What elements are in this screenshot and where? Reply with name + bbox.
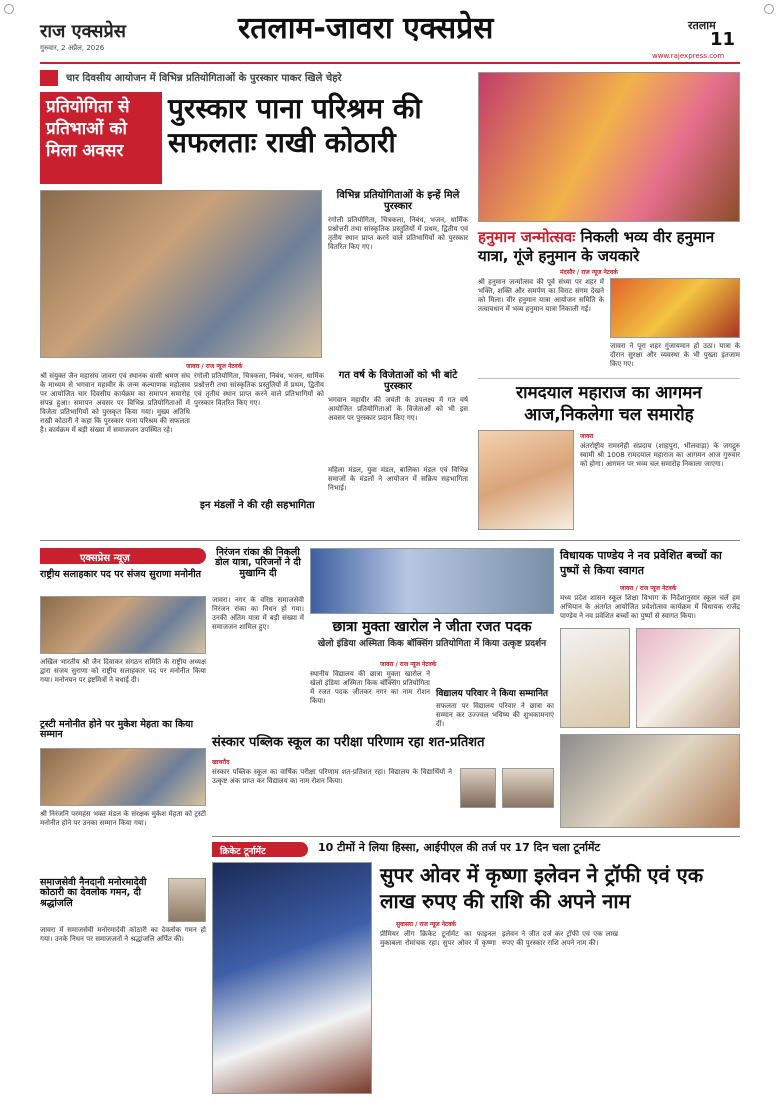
sanskar-body: संस्कार पब्लिक स्कूल का वार्षिक परीक्षा परिणाम शत-प्रतिशत रहा। विद्यालय के विद्यार्थियों ने उत्कृष्ट अंक प्राप्त कर विद्यालय का नाम रोशन किया। [212,768,452,785]
brand-name: राज एक्सप्रेस [40,21,126,42]
ramdayal-byline: जावरा [580,433,594,440]
boxing-subhead: खेलो इंडिया अस्मिता किक बॉक्सिंग प्रतियोगिता में किया उत्कृष्ट प्रदर्शन [317,639,547,649]
mla-photo-2 [636,628,740,728]
cricket-photo [212,862,372,1094]
divider [478,378,740,379]
cricket-byline: सुवासरा / राज न्यूज नेटवर्क [396,921,457,928]
hanuman-headline-text: निकली भव्य वीर हनुमान यात्रा, गूंजे हनुमान के जयकारे [478,228,715,265]
cricket-body: प्रीमियर लीग क्रिकेट टूर्नामेंट का फाइनल मुकाबला रोमांचक रहा। सुपर ओवर में कृष्णा इलेवन ने जीत दर्ज कर ट्रॉफी एवं एक लाख रुपए की पुरस्कार राशि अपने नाम की। [380,930,618,947]
sanskar-byline: खाचरौद [212,759,230,766]
lead-headline: पुरस्कार पाना परिश्रम की सफलताः राखी कोठारी [168,92,422,159]
registration-mark [764,4,774,14]
express-item1-title: राष्ट्रीय सलाहकार पद पर संजय सुराणा मनोनीत [40,569,202,580]
mla-photo [560,628,630,728]
hanuman-photo-2 [610,278,740,338]
express-item2-body: श्री निरंजनि परमहंस भक्त मंडल के संरक्षक मुकेश मेहता को ट्रस्टी मनोनीत होने पर उनका सम्मान किया गया। [40,810,206,827]
hanuman-body: श्री हनुमान जन्मोत्सव की पूर्व संध्या पर शहर में भक्ति, शक्ति और समर्पण का विराट संगम देखने को मिला। वीर हनुमान यात्रा आयोजन समिति के तत्वावधान में भव्य हनुमान यात्रा निकाली गई। [478,278,604,313]
express-item3-title: समाजसेवी नैनदानी मनोरमादेवी कोठारी का देवलोक गमन, दी श्रद्धांजलि [40,877,147,909]
school-honor-body: सफलता पर विद्यालय परिवार ने छात्रा का सम्मान कर उज्ज्वल भविष्य की शुभकामनाएं दीं। [436,702,554,728]
page-number: 11 [710,29,736,50]
express-item2-title: ट्रस्टी मनोनीत होने पर मुकेश मेहता का किया सम्मान [40,719,194,741]
divider [212,836,740,837]
hanuman-byline: मंदसौर / राज न्यूज नेटवर्क [560,269,618,276]
express-item3-body: जावरा में समाजसेवी मनोरमादेवी कोठारी का देवलोक गमन हो गया। उनके निधन पर समाजजनों ने श्रद्धांजलि अर्पित की। [40,926,206,943]
lead-sub1-body: रंगोली प्रतियोगिता, चित्रकला, निबंध, भजन, धार्मिक प्रश्नोत्तरी तथा सांस्कृतिक प्रस्तुतियों में प्रथम, द्वितीय एवं तृतीय स्थान प्राप्त करने वाले प्रतिभागियों को पुरस्कार वितरित किए गए। [328,216,468,251]
header-rule [40,62,740,64]
express-news-label: एक्सप्रेस न्यूज़ [40,548,206,564]
hanuman-headline [478,228,740,266]
lead-body-2: रंगोली प्रतियोगिता, चित्रकला, निबंध, भजन, धार्मिक प्रश्नोत्तरी तथा सांस्कृतिक प्रस्तुतियों में प्रथम, द्वितीय एवं तृतीय स्थान प्राप्त करने वाले प्रतिभागियों को पुरस्कार वितरित किए गए। [194,372,324,407]
lead-subhead-1: विभिन्न प्रतियोगिताओं के इन्हें मिले पुरस्कार [336,190,460,212]
boxing-body: स्थानीय विद्यालय की छात्रा मुक्ता खारोल ने खेलो इंडिया अस्मिता किक बॉक्सिंग प्रतियोगिता में रजत पदक जीतकर नगर का नाम रोशन किया। [310,670,430,705]
express-item2-photo [40,748,206,806]
mla-photo-3 [560,734,740,828]
section-rule [40,540,740,541]
mla-byline: जावरा / राज न्यूज नेटवर्क [620,585,677,592]
date: गुरुवार, 2 अप्रैल, 2026 [40,44,105,52]
lead-subhead-2: गत वर्ष के विजेताओं को भी बांटे पुरस्कार [338,370,458,392]
sanskar-headline: संस्कार पब्लिक स्कूल का परीक्षा परिणाम रहा शत-प्रतिशत [212,735,485,750]
ramdayal-headline: रामदयाल महाराज का आगमन आज,निकलेगा चल समारोह [516,383,702,425]
student-photo [460,768,496,808]
city: रतलाम [688,19,716,32]
cricket-kicker: 10 टीमों ने लिया हिस्सा, आईपीएल की तर्ज पर 17 दिन चला टूर्नामेंट [318,841,601,854]
niranjan-body: जावरा। नगर के वरिष्ठ समाजसेवी निरंजन रांका का निधन हो गया। उनकी अंतिम यात्रा में बड़ी संख्या में समाजजन शामिल हुए। [212,596,304,631]
registration-mark [4,4,14,14]
school-honor-title: विद्यालय परिवार ने किया सम्मानित [436,689,549,699]
niranjan-headline: निरंजन रांका की निकली डोल यात्रा, परिजनों ने दी मुखाग्नि दी [215,547,301,579]
lead-sub2-body: भगवान महावीर की जयंती के उपलक्ष्य में गत वर्ष आयोजित प्रतियोगिताओं के विजेताओं को भी इस अवसर पर पुरस्कार प्रदान किए गए। [328,396,468,422]
cricket-headline: सुपर ओवर में कृष्णा इलेवन ने ट्रॉफी एवं एक लाख रुपए की राशि की अपने नाम [380,863,704,913]
website: www.rajexpress.com [652,52,725,60]
boxing-photo [310,548,554,614]
lead-photo [40,190,322,358]
page-title: रतलाम-जावरा एक्सप्रेस [238,11,494,46]
lead-side-label: प्रतियोगिता से प्रतिभाओं को मिला अवसर [40,92,162,184]
boxing-headline: छात्रा मुक्ता खारोल ने जीता रजत पदक [332,619,532,635]
ramdayal-photo [478,430,574,530]
hanuman-caption: जावरा ने पूरा शहर गुंजायमान हो उठा। यात्रा के दौरान सुरक्षा और व्यवस्था के भी पुख्ता इंतजाम किए गए। [610,342,740,368]
student-photo-2 [502,768,554,808]
express-item1-body: अखिल भारतीय श्री जैन दिवाकर संगठन समिति के राष्ट्रीय अध्यक्ष द्वारा संजय सुराणा को राष्ट्रीय सलाहकार पद पर मनोनीत किया गया। मनोनयन पर इष्टमित्रों ने बधाई दी। [40,658,206,684]
boxing-byline: जावरा / राज न्यूज नेटवर्क [380,661,437,668]
lead-body: श्री संयुक्त जैन महासंघ जावरा एवं स्थानक वासी श्रमण संघ के माध्यम से भगवान महावीर के जन्म कल्याणक महोत्सव पर आयोजित चार दिवसीय कार्यक्रम का समापन समारोह संपन्न हुआ। समापन अवसर पर विभिन्न प्रतियोगिताओं में विजेता प्रतिभागियों को पुरस्कृत किया गया। मुख्य अतिथि राखी कोठारी ने कहा कि पुरस्कार पाना परिश्रम की सफलता है। कार्यक्रम में बड़ी संख्या में समाजजन उपस्थित रहे। [40,372,190,434]
hanuman-photo [478,72,740,222]
ramdayal-body: अंतर्राष्ट्रीय रामस्नेही संप्रदाय (शाहपुरा, भीलवाड़ा) के जगद्गुरु स्वामी श्री 1008 रामदयाल महाराज का आगमन आज गुरुवार को होगा। आगमन पर भव्य चल समारोह निकाला जाएगा। [580,442,740,468]
lead-sub3-body: महिला मंडल, युवा मंडल, बालिका मंडल एवं विभिन्न समाजों के मंडलों ने आयोजन में सक्रिय सहभागिता निभाई। [328,466,468,492]
lead-byline: जावरा / राज न्यूज नेटवर्क [186,363,243,370]
lead-kicker: चार दिवसीय आयोजन में विभिन्न प्रतियोगिताओं के पुरस्कार पाकर खिले चेहरे [40,70,470,86]
mla-body: मध्य प्रदेश शासन स्कूल शिक्षा विभाग के निर्देशानुसार स्कूल चलें हम अभियान के अंतर्गत आयोजित प्रवेशोत्सव कार्यक्रम में विधायक राजेंद्र पाण्डेय ने नव प्रवेशित बच्चों का पुष्पों से स्वागत किया। [560,594,740,620]
obituary-photo [168,878,206,922]
lead-subhead-3: इन मंडलों ने की रही सहभागिता [200,500,315,511]
cricket-label: क्रिकेट टूर्नामेंट [212,842,308,857]
mla-headline: विधायक पाण्डेय ने नव प्रवेशित बच्चों का पुष्पों से किया स्वागत [560,549,722,577]
hanuman-tag: हनुमान जन्मोत्सवः [478,228,576,246]
express-item1-photo [40,596,206,654]
